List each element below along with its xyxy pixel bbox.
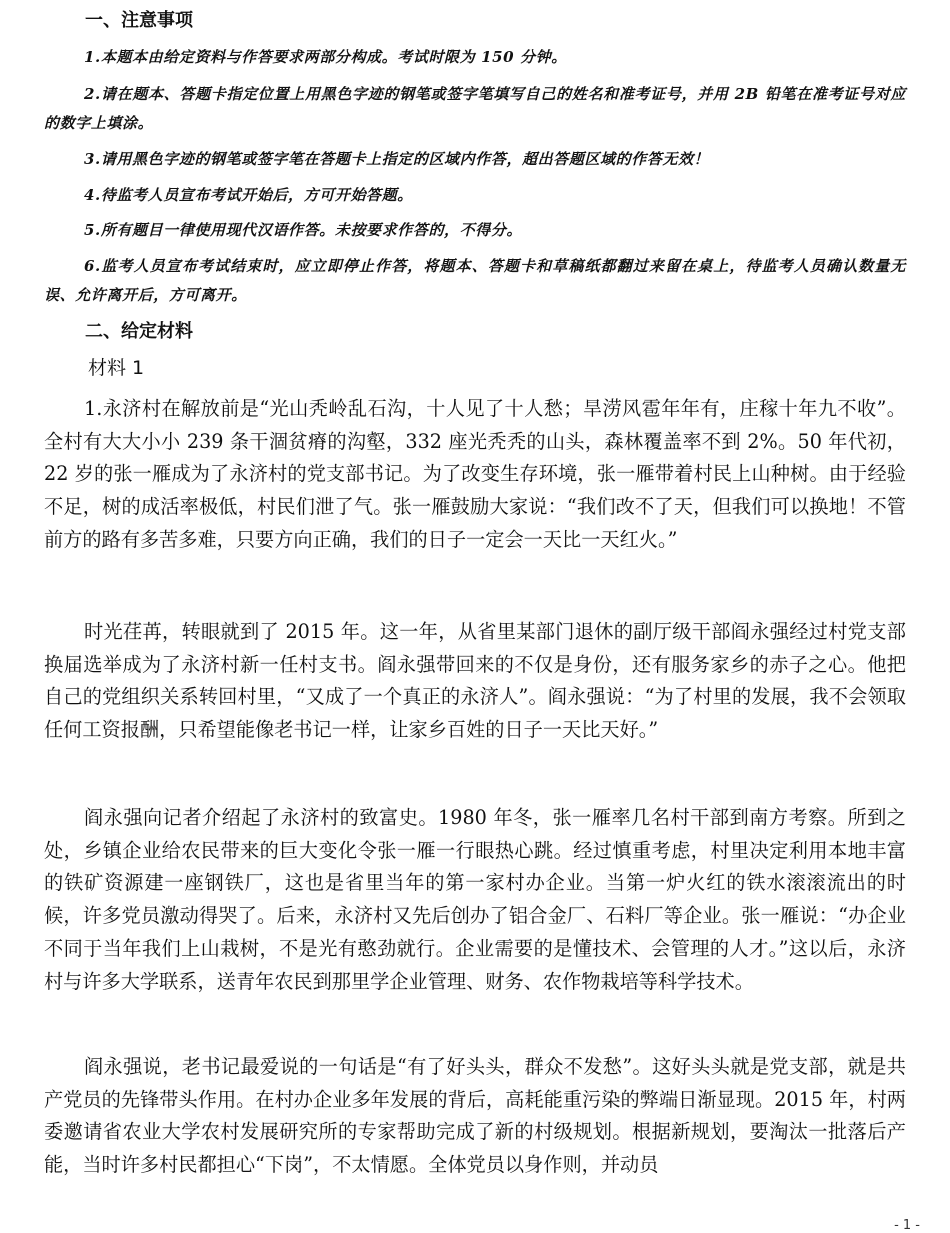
page-number: - 1 - <box>894 1218 920 1233</box>
material-paragraph-1: 1.永济村在解放前是“光山秃岭乱石沟，十人见了十人愁；旱涝风雹年年有，庄稼十年九不收”。全村有大大小小 239 条干涸贫瘠的沟壑，332 座光秃秃的山头，森林覆盖率不到 2%。50 年代初，22 岁的张一雁成为了永济村的党支部书记。为了改变生存环境，张一雁带着村民上山种树。由于经验不足，树的成活率极低，村民们泄了气。张一雁鼓励大家说：“我们改不了天，但我们可以换地！不管前方的路有多苦多难，只要方向正确，我们的日子一定会一天比一天红火。” <box>44 397 906 551</box>
section-heading-notes: 一、注意事项 <box>85 10 193 31</box>
material-title: 材料 1 <box>88 357 145 379</box>
note-item-1: 1.本题本由给定资料与作答要求两部分构成。考试时限为 150 分钟。 <box>84 48 567 66</box>
note-item-6: 6.监考人员宣布考试结束时，应立即停止作答，将题本、答题卡和草稿纸都翻过来留在桌上，待监考人员确认数量无误、允许离开后，方可离开。 <box>44 257 906 304</box>
note-item-3: 3.请用黑色字迹的钢笔或签字笔在答题卡上指定的区域内作答，超出答题区域的作答无效！ <box>84 150 710 168</box>
material-paragraph-3: 阎永强向记者介绍起了永济村的致富史。1980 年冬，张一雁率几名村干部到南方考察。所到之处，乡镇企业给农民带来的巨大变化令张一雁一行眼热心跳。经过慎重考虑，村里决定利用本地丰富的铁矿资源建一座钢铁厂，这也是省里当年的第一家村办企业。当第一炉火红的铁水滚滚流出的时候，许多党员激动得哭了。后来，永济村又先后创办了铝合金厂、石料厂等企业。张一雁说：“办企业不同于当年我们上山栽树，不是光有憨劲就行。企业需要的是懂技术、会管理的人才。”这以后，永济村与许多大学联系，送青年农民到那里学企业管理、财务、农作物栽培等科学技术。 <box>44 806 906 993</box>
note-item-5: 5.所有题目一律使用现代汉语作答。未按要求作答的，不得分。 <box>84 221 523 239</box>
note-item-4: 4.待监考人员宣布考试开始后，方可开始答题。 <box>84 186 413 204</box>
note-item-2: 2.请在题本、答题卡指定位置上用黑色字迹的钢笔或签字笔填写自己的姓名和准考证号，并用 2B 铅笔在准考证号对应的数字上填涂。 <box>44 85 906 132</box>
section-heading-materials: 二、给定材料 <box>85 321 193 342</box>
material-paragraph-4: 阎永强说，老书记最爱说的一句话是“有了好头头，群众不发愁”。这好头头就是党支部，就是共产党员的先锋带头作用。在村办企业多年发展的背后，高耗能重污染的弊端日渐显现。2015 年，村两委邀请省农业大学农村发展研究所的专家帮助完成了新的村级规划。根据新规划，要淘汰一批落后产能，当时许多村民都担心“下岗”，不太情愿。全体党员以身作则，并动员 <box>44 1055 906 1177</box>
material-paragraph-2: 时光荏苒，转眼就到了 2015 年。这一年，从省里某部门退休的副厅级干部阎永强经过村党支部换届选举成为了永济村新一任村支书。阎永强带回来的不仅是身份，还有服务家乡的赤子之心。他把自己的党组织关系转回村里，“又成了一个真正的永济人”。阎永强说：“为了村里的发展，我不会领取任何工资报酬，只希望能像老书记一样，让家乡百姓的日子一天比天好。” <box>44 620 906 742</box>
